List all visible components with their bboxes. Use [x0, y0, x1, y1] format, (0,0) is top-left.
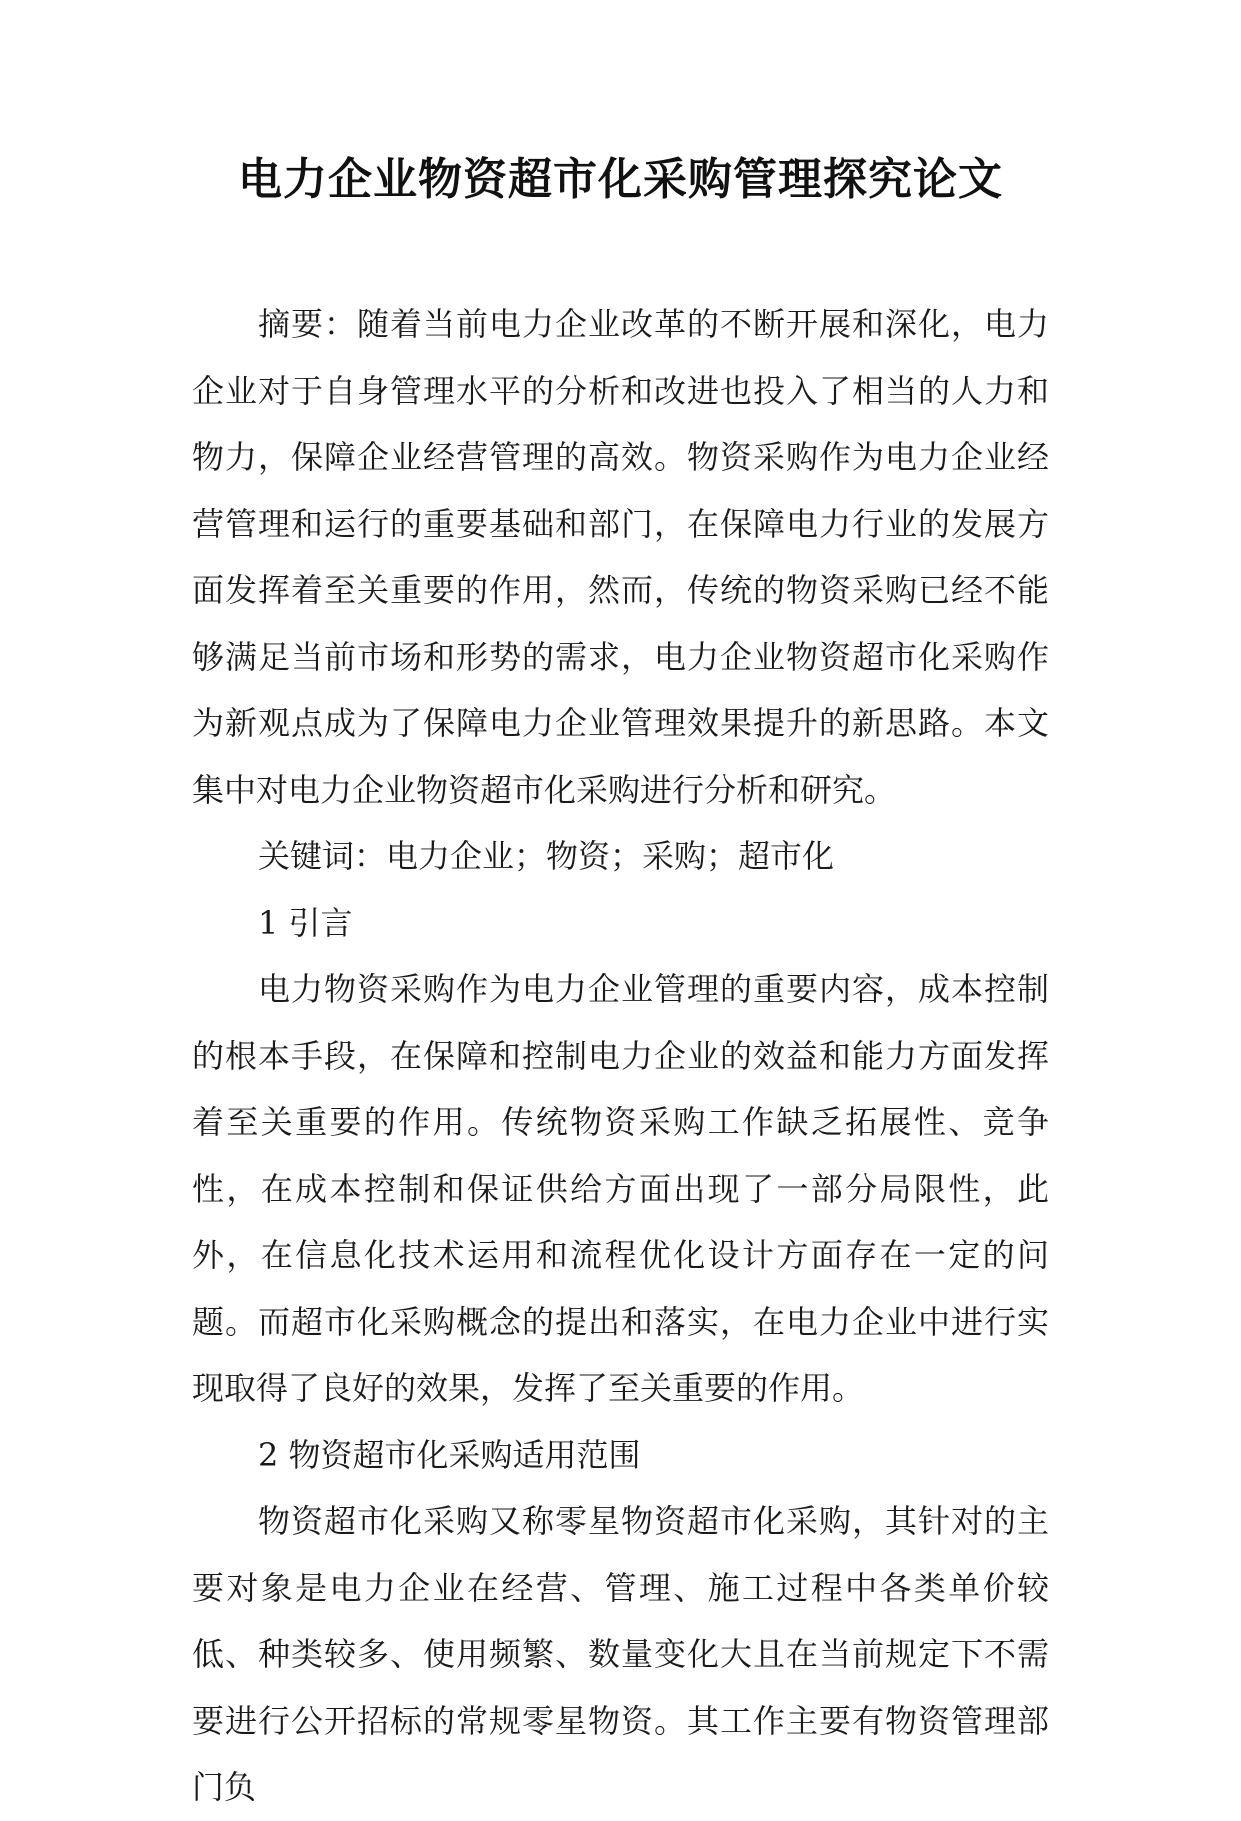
- abstract-paragraph: 摘要：随着当前电力企业改革的不断开展和深化，电力企业对于自身管理水平的分析和改进也投入了相当的人力和物力，保障企业经营管理的高效。物资采购作为电力企业经营管理和运行的重要基础和部门，在保障电力行业的发展方面发挥着至关重要的作用，然而，传统的物资采购已经不能够满足当前市场和形势的需求，电力企业物资超市化采购作为新观点成为了保障电力企业管理效果提升的新思路。本文集中对电力企业物资超市化采购进行分析和研究。: [192, 305, 1049, 809]
- keywords-line: 关键词：电力企业；物资；采购；超市化: [258, 837, 835, 875]
- document-body: [192, 291, 1049, 1821]
- section-1-paragraph: 电力物资采购作为电力企业管理的重要内容，成本控制的根本手段，在保障和控制电力企业的效益和能力方面发挥着至关重要的作用。传统物资采购工作缺乏拓展性、竞争性，在成本控制和保证供给方面出现了一部分局限性，此外，在信息化技术运用和流程优化设计方面存在一定的问题。而超市化采购概念的提出和落实，在电力企业中进行实现取得了良好的效果，发挥了至关重要的作用。: [192, 970, 1049, 1407]
- section-2-paragraph: 物资超市化采购又称零星物资超市化采购，其针对的主要对象是电力企业在经营、管理、施工过程中各类单价较低、种类较多、使用频繁、数量变化大且在当前规定下不需要进行公开招标的常规零星物资。其工作主要有物资管理部门负: [192, 1502, 1049, 1806]
- section-2-heading: 2 物资超市化采购适用范围: [258, 1435, 641, 1474]
- section-1-heading: 1 引言: [258, 903, 353, 942]
- document-title: 电力企业物资超市化采购管理探究论文: [238, 154, 1003, 205]
